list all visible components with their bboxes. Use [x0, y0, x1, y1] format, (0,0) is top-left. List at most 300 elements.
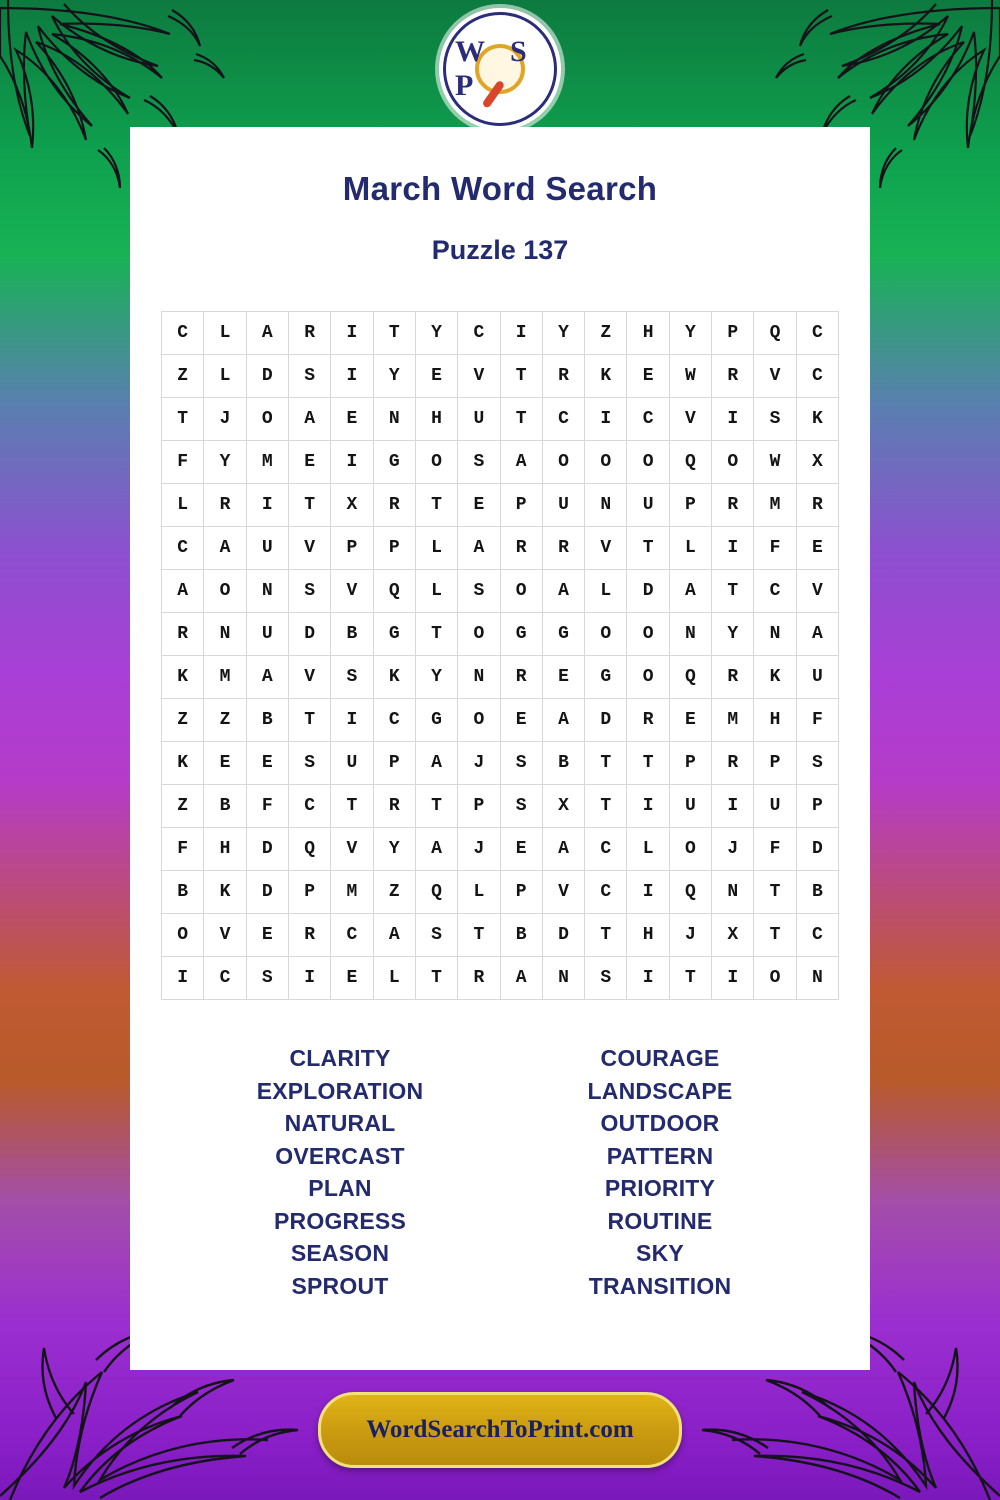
letter-cell[interactable]: S — [288, 355, 330, 398]
letter-cell[interactable]: S — [288, 570, 330, 613]
word-list-item[interactable]: NATURAL — [284, 1110, 396, 1136]
puzzle-sheet — [130, 127, 870, 1370]
letter-cell[interactable]: R — [796, 484, 838, 527]
letter-cell[interactable]: L — [458, 871, 500, 914]
letter-cell[interactable]: D — [246, 828, 288, 871]
letter-cell[interactable]: T — [754, 871, 796, 914]
letter-cell[interactable]: T — [500, 398, 542, 441]
letter-cell[interactable]: Z — [373, 871, 415, 914]
letter-cell[interactable]: P — [458, 785, 500, 828]
letter-cell[interactable]: D — [796, 828, 838, 871]
letter-cell[interactable]: C — [204, 957, 246, 1000]
letter-cell[interactable]: P — [331, 527, 373, 570]
letter-cell[interactable]: A — [500, 957, 542, 1000]
letter-cell[interactable]: D — [246, 355, 288, 398]
letter-cell[interactable]: U — [331, 742, 373, 785]
puzzle-number: Puzzle 137 — [431, 235, 569, 265]
site-logo — [439, 8, 561, 130]
letter-grid-row — [162, 355, 839, 398]
letter-cell[interactable]: I — [627, 957, 669, 1000]
letter-cell[interactable]: N — [796, 957, 838, 1000]
word-list-item[interactable]: PRIORITY — [604, 1175, 716, 1201]
letter-grid-row — [162, 785, 839, 828]
word-list-column-left — [190, 1042, 490, 1302]
letter-cell[interactable]: H — [204, 828, 246, 871]
letter-cell[interactable]: C — [627, 398, 669, 441]
letter-cell[interactable]: I — [712, 398, 754, 441]
word-list-item[interactable]: PATTERN — [606, 1142, 714, 1169]
letter-cell[interactable]: D — [542, 914, 584, 957]
letter-cell[interactable]: O — [162, 914, 204, 957]
letter-cell[interactable]: N — [204, 613, 246, 656]
letter-cell[interactable]: I — [162, 957, 204, 1000]
letter-cell[interactable]: U — [627, 484, 669, 527]
letter-cell[interactable]: R — [162, 613, 204, 656]
letter-cell[interactable]: E — [500, 699, 542, 742]
letter-cell[interactable]: P — [712, 312, 754, 355]
letter-cell[interactable]: G — [373, 441, 415, 484]
letter-cell[interactable]: Q — [669, 656, 711, 699]
letter-grid-table[interactable] — [161, 311, 839, 1000]
letter-cell[interactable]: T — [712, 570, 754, 613]
letter-cell[interactable]: O — [754, 957, 796, 1000]
letter-cell[interactable]: I — [331, 699, 373, 742]
letter-cell[interactable]: Q — [669, 871, 711, 914]
letter-cell[interactable]: O — [500, 570, 542, 613]
logo-circle — [443, 12, 557, 126]
letter-grid-row — [162, 441, 839, 484]
word-list-item[interactable]: OVERCAST — [275, 1142, 405, 1169]
word-list-item[interactable]: SEASON — [290, 1240, 390, 1266]
letter-cell[interactable]: E — [288, 441, 330, 484]
letter-cell[interactable]: A — [415, 742, 457, 785]
letter-cell[interactable]: U — [458, 398, 500, 441]
letter-cell[interactable]: P — [796, 785, 838, 828]
letter-cell[interactable]: V — [458, 355, 500, 398]
letter-cell[interactable]: A — [796, 613, 838, 656]
letter-cell[interactable]: T — [415, 613, 457, 656]
letter-cell[interactable]: C — [373, 699, 415, 742]
letter-cell[interactable]: V — [796, 570, 838, 613]
letter-cell[interactable]: E — [204, 742, 246, 785]
letter-cell[interactable]: I — [288, 957, 330, 1000]
word-list-item[interactable]: CLARITY — [289, 1045, 391, 1071]
letter-cell[interactable]: G — [373, 613, 415, 656]
letter-cell[interactable]: A — [669, 570, 711, 613]
letter-cell[interactable]: Q — [669, 441, 711, 484]
letter-cell[interactable]: V — [331, 828, 373, 871]
letter-cell[interactable]: U — [542, 484, 584, 527]
letter-grid-row — [162, 828, 839, 871]
page-title: March Word Search — [342, 170, 658, 207]
letter-cell[interactable]: E — [246, 742, 288, 785]
letter-cell[interactable]: B — [162, 871, 204, 914]
letter-cell[interactable]: A — [542, 570, 584, 613]
letter-cell[interactable]: S — [246, 957, 288, 1000]
word-list-item[interactable]: PLAN — [308, 1175, 372, 1201]
letter-cell[interactable]: C — [458, 312, 500, 355]
letter-cell[interactable]: P — [669, 484, 711, 527]
letter-cell[interactable]: R — [458, 957, 500, 1000]
letter-cell[interactable]: S — [754, 398, 796, 441]
letter-cell[interactable]: R — [500, 656, 542, 699]
letter-cell[interactable]: U — [796, 656, 838, 699]
letter-cell[interactable]: C — [585, 828, 627, 871]
letter-cell[interactable]: A — [458, 527, 500, 570]
word-list-item[interactable]: EXPLORATION — [256, 1077, 424, 1104]
letter-cell[interactable]: I — [712, 957, 754, 1000]
letter-cell[interactable]: C — [288, 785, 330, 828]
word-list-item[interactable]: PROGRESS — [274, 1207, 406, 1234]
letter-cell[interactable]: K — [373, 656, 415, 699]
letter-cell[interactable]: L — [669, 527, 711, 570]
letter-cell[interactable]: O — [627, 441, 669, 484]
letter-cell[interactable]: Q — [415, 871, 457, 914]
letter-cell[interactable]: T — [415, 957, 457, 1000]
letter-cell[interactable]: T — [162, 398, 204, 441]
letter-cell[interactable]: E — [627, 355, 669, 398]
letter-cell[interactable]: E — [542, 656, 584, 699]
letter-cell[interactable]: U — [669, 785, 711, 828]
word-list-item[interactable]: ROUTINE — [607, 1207, 713, 1234]
letter-cell[interactable]: H — [627, 312, 669, 355]
letter-cell[interactable]: K — [754, 656, 796, 699]
letter-cell[interactable]: Y — [669, 312, 711, 355]
letter-cell[interactable]: V — [754, 355, 796, 398]
word-list-item[interactable]: TRANSITION — [588, 1272, 732, 1299]
letter-cell[interactable]: C — [162, 312, 204, 355]
letter-cell[interactable]: L — [415, 527, 457, 570]
letter-cell[interactable]: X — [331, 484, 373, 527]
letter-grid-row — [162, 398, 839, 441]
letter-cell[interactable]: D — [627, 570, 669, 613]
word-list-column-right — [510, 1042, 810, 1302]
letter-cell[interactable]: L — [162, 484, 204, 527]
letter-cell[interactable]: A — [500, 441, 542, 484]
letter-cell[interactable]: P — [373, 527, 415, 570]
letter-cell[interactable]: B — [542, 742, 584, 785]
letter-cell[interactable]: O — [458, 613, 500, 656]
letter-cell[interactable]: E — [246, 914, 288, 957]
letter-cell[interactable]: Z — [162, 785, 204, 828]
letter-cell[interactable]: U — [754, 785, 796, 828]
letter-cell[interactable]: C — [585, 871, 627, 914]
letter-cell[interactable]: S — [500, 742, 542, 785]
letter-cell[interactable]: F — [162, 828, 204, 871]
letter-cell[interactable]: V — [204, 914, 246, 957]
letter-cell[interactable]: F — [246, 785, 288, 828]
letter-cell[interactable]: T — [585, 785, 627, 828]
letter-cell[interactable]: D — [288, 613, 330, 656]
letter-cell[interactable]: Y — [373, 828, 415, 871]
letter-cell[interactable]: N — [754, 613, 796, 656]
letter-cell[interactable]: Q — [373, 570, 415, 613]
letter-cell[interactable]: C — [796, 355, 838, 398]
letter-cell[interactable]: K — [204, 871, 246, 914]
letter-cell[interactable]: V — [288, 527, 330, 570]
letter-cell[interactable]: A — [246, 656, 288, 699]
letter-cell[interactable]: T — [585, 914, 627, 957]
letter-cell[interactable]: V — [542, 871, 584, 914]
letter-cell[interactable]: S — [331, 656, 373, 699]
letter-cell[interactable]: Z — [162, 699, 204, 742]
letter-cell[interactable]: T — [288, 484, 330, 527]
letter-cell[interactable]: C — [754, 570, 796, 613]
letter-cell[interactable]: J — [712, 828, 754, 871]
letter-cell[interactable]: T — [288, 699, 330, 742]
letter-cell[interactable]: N — [712, 871, 754, 914]
letter-cell[interactable]: R — [712, 484, 754, 527]
letter-cell[interactable]: A — [162, 570, 204, 613]
letter-cell[interactable]: M — [712, 699, 754, 742]
letter-cell[interactable]: R — [712, 656, 754, 699]
letter-cell[interactable]: V — [331, 570, 373, 613]
letter-cell[interactable]: I — [331, 355, 373, 398]
letter-cell[interactable]: J — [204, 398, 246, 441]
letter-cell[interactable]: D — [585, 699, 627, 742]
letter-cell[interactable]: Y — [415, 656, 457, 699]
letter-cell[interactable]: S — [458, 570, 500, 613]
letter-cell[interactable]: S — [458, 441, 500, 484]
letter-cell[interactable]: J — [458, 828, 500, 871]
letter-cell[interactable]: F — [162, 441, 204, 484]
letter-cell[interactable]: L — [373, 957, 415, 1000]
letter-cell[interactable]: N — [246, 570, 288, 613]
letter-cell[interactable]: O — [415, 441, 457, 484]
letter-cell[interactable]: A — [288, 398, 330, 441]
letter-cell[interactable]: R — [373, 484, 415, 527]
letter-cell[interactable]: L — [585, 570, 627, 613]
letter-cell[interactable]: C — [796, 914, 838, 957]
letter-cell[interactable]: E — [415, 355, 457, 398]
letter-cell[interactable]: K — [162, 656, 204, 699]
letter-cell[interactable]: S — [415, 914, 457, 957]
letter-cell[interactable]: A — [246, 312, 288, 355]
letter-cell[interactable]: R — [288, 312, 330, 355]
logo-letters: W S P — [455, 35, 536, 102]
letter-cell[interactable]: A — [542, 828, 584, 871]
letter-cell[interactable]: I — [627, 785, 669, 828]
letter-cell[interactable]: S — [796, 742, 838, 785]
letter-cell[interactable]: T — [627, 527, 669, 570]
letter-cell[interactable]: Y — [204, 441, 246, 484]
letter-cell[interactable]: A — [373, 914, 415, 957]
letter-cell[interactable]: H — [754, 699, 796, 742]
letter-cell[interactable]: T — [627, 742, 669, 785]
letter-cell[interactable]: M — [246, 441, 288, 484]
word-search-grid[interactable] — [161, 311, 839, 1000]
letter-cell[interactable]: R — [373, 785, 415, 828]
word-list-item[interactable]: COURAGE — [600, 1045, 720, 1071]
letter-cell[interactable]: Z — [585, 312, 627, 355]
letter-cell[interactable]: C — [162, 527, 204, 570]
letter-cell[interactable]: S — [585, 957, 627, 1000]
letter-cell[interactable]: I — [500, 312, 542, 355]
letter-cell[interactable]: R — [542, 355, 584, 398]
letter-cell[interactable]: D — [246, 871, 288, 914]
letter-cell[interactable]: L — [204, 312, 246, 355]
letter-cell[interactable]: I — [627, 871, 669, 914]
letter-cell[interactable]: P — [500, 484, 542, 527]
letter-cell[interactable]: Q — [288, 828, 330, 871]
letter-cell[interactable]: K — [796, 398, 838, 441]
letter-cell[interactable]: B — [246, 699, 288, 742]
letter-cell[interactable]: L — [415, 570, 457, 613]
letter-grid-body — [162, 312, 839, 1000]
letter-cell[interactable]: E — [331, 957, 373, 1000]
letter-cell[interactable]: B — [500, 914, 542, 957]
letter-cell[interactable]: R — [542, 527, 584, 570]
letter-cell[interactable]: E — [331, 398, 373, 441]
letter-cell[interactable]: T — [415, 785, 457, 828]
letter-cell[interactable]: T — [669, 957, 711, 1000]
letter-cell[interactable]: I — [712, 785, 754, 828]
letter-grid-row — [162, 914, 839, 957]
letter-cell[interactable]: E — [669, 699, 711, 742]
letter-cell[interactable]: T — [754, 914, 796, 957]
letter-cell[interactable]: B — [331, 613, 373, 656]
letter-cell[interactable]: T — [373, 312, 415, 355]
letter-cell[interactable]: R — [712, 742, 754, 785]
letter-cell[interactable]: M — [754, 484, 796, 527]
letter-cell[interactable]: A — [204, 527, 246, 570]
letter-cell[interactable]: O — [246, 398, 288, 441]
letter-grid-row — [162, 312, 839, 355]
letter-cell[interactable]: H — [627, 914, 669, 957]
letter-cell[interactable]: Z — [162, 355, 204, 398]
letter-grid-row — [162, 957, 839, 1000]
letter-cell[interactable]: Y — [542, 312, 584, 355]
word-list — [190, 1042, 810, 1302]
letter-cell[interactable]: W — [669, 355, 711, 398]
letter-grid-row — [162, 484, 839, 527]
letter-cell[interactable]: N — [585, 484, 627, 527]
letter-cell[interactable]: G — [415, 699, 457, 742]
letter-grid-row — [162, 656, 839, 699]
letter-cell[interactable]: O — [627, 613, 669, 656]
letter-cell[interactable]: N — [669, 613, 711, 656]
letter-cell[interactable]: Y — [712, 613, 754, 656]
letter-cell[interactable]: O — [585, 613, 627, 656]
word-list-item[interactable]: OUTDOOR — [600, 1110, 720, 1136]
letter-cell[interactable]: N — [373, 398, 415, 441]
letter-cell[interactable]: F — [796, 699, 838, 742]
letter-cell[interactable]: X — [542, 785, 584, 828]
letter-cell[interactable]: Y — [415, 312, 457, 355]
letter-cell[interactable]: F — [754, 828, 796, 871]
letter-cell[interactable]: O — [458, 699, 500, 742]
letter-cell[interactable]: T — [331, 785, 373, 828]
letter-cell[interactable]: J — [458, 742, 500, 785]
letter-cell[interactable]: K — [162, 742, 204, 785]
letter-cell[interactable]: T — [415, 484, 457, 527]
letter-cell[interactable]: I — [712, 527, 754, 570]
letter-cell[interactable]: I — [246, 484, 288, 527]
letter-cell[interactable]: F — [754, 527, 796, 570]
letter-grid-row — [162, 527, 839, 570]
letter-cell[interactable]: O — [669, 828, 711, 871]
letter-cell[interactable]: G — [585, 656, 627, 699]
letter-cell[interactable]: K — [585, 355, 627, 398]
letter-cell[interactable]: P — [373, 742, 415, 785]
letter-cell[interactable]: V — [669, 398, 711, 441]
letter-cell[interactable]: P — [500, 871, 542, 914]
letter-cell[interactable]: Z — [204, 699, 246, 742]
letter-cell[interactable]: R — [712, 355, 754, 398]
letter-cell[interactable]: S — [288, 742, 330, 785]
letter-cell[interactable]: R — [204, 484, 246, 527]
letter-cell[interactable]: C — [796, 312, 838, 355]
letter-cell[interactable]: G — [500, 613, 542, 656]
website-button-label: WordSearchToPrint.com — [366, 1416, 634, 1443]
letter-cell[interactable]: O — [627, 656, 669, 699]
letter-cell[interactable]: T — [500, 355, 542, 398]
letter-cell[interactable]: B — [204, 785, 246, 828]
letter-grid-row — [162, 742, 839, 785]
letter-cell[interactable]: L — [627, 828, 669, 871]
letter-cell[interactable]: R — [288, 914, 330, 957]
letter-cell[interactable]: X — [796, 441, 838, 484]
letter-cell[interactable]: M — [331, 871, 373, 914]
letter-cell[interactable]: C — [542, 398, 584, 441]
letter-cell[interactable]: P — [754, 742, 796, 785]
letter-cell[interactable]: N — [458, 656, 500, 699]
letter-cell[interactable]: V — [288, 656, 330, 699]
letter-cell[interactable]: R — [627, 699, 669, 742]
letter-cell[interactable]: V — [585, 527, 627, 570]
letter-cell[interactable]: X — [712, 914, 754, 957]
word-list-item[interactable]: SKY — [636, 1240, 684, 1266]
website-button[interactable] — [318, 1392, 682, 1468]
word-list-item[interactable]: LANDSCAPE — [587, 1077, 733, 1104]
letter-cell[interactable]: O — [712, 441, 754, 484]
letter-cell[interactable]: R — [500, 527, 542, 570]
letter-cell[interactable]: E — [458, 484, 500, 527]
letter-cell[interactable]: P — [288, 871, 330, 914]
letter-cell[interactable]: O — [542, 441, 584, 484]
letter-cell[interactable]: C — [331, 914, 373, 957]
letter-cell[interactable]: J — [669, 914, 711, 957]
letter-cell[interactable]: O — [585, 441, 627, 484]
letter-grid-row — [162, 570, 839, 613]
letter-cell[interactable]: W — [754, 441, 796, 484]
letter-cell[interactable]: G — [542, 613, 584, 656]
letter-cell[interactable]: M — [204, 656, 246, 699]
letter-cell[interactable]: A — [415, 828, 457, 871]
letter-cell[interactable]: T — [585, 742, 627, 785]
letter-cell[interactable]: Y — [373, 355, 415, 398]
letter-cell[interactable]: S — [500, 785, 542, 828]
letter-cell[interactable]: P — [669, 742, 711, 785]
letter-cell[interactable]: O — [204, 570, 246, 613]
letter-cell[interactable]: I — [585, 398, 627, 441]
letter-cell[interactable]: U — [246, 527, 288, 570]
letter-grid-row — [162, 613, 839, 656]
letter-cell[interactable]: L — [204, 355, 246, 398]
word-list-item[interactable]: SPROUT — [291, 1272, 389, 1299]
letter-cell[interactable]: E — [796, 527, 838, 570]
letter-cell[interactable]: T — [458, 914, 500, 957]
letter-cell[interactable]: U — [246, 613, 288, 656]
letter-cell[interactable]: I — [331, 441, 373, 484]
letter-cell[interactable]: N — [542, 957, 584, 1000]
letter-cell[interactable]: H — [415, 398, 457, 441]
letter-cell[interactable]: Q — [754, 312, 796, 355]
letter-cell[interactable]: A — [542, 699, 584, 742]
letter-cell[interactable]: B — [796, 871, 838, 914]
letter-cell[interactable]: E — [500, 828, 542, 871]
letter-cell[interactable]: I — [331, 312, 373, 355]
